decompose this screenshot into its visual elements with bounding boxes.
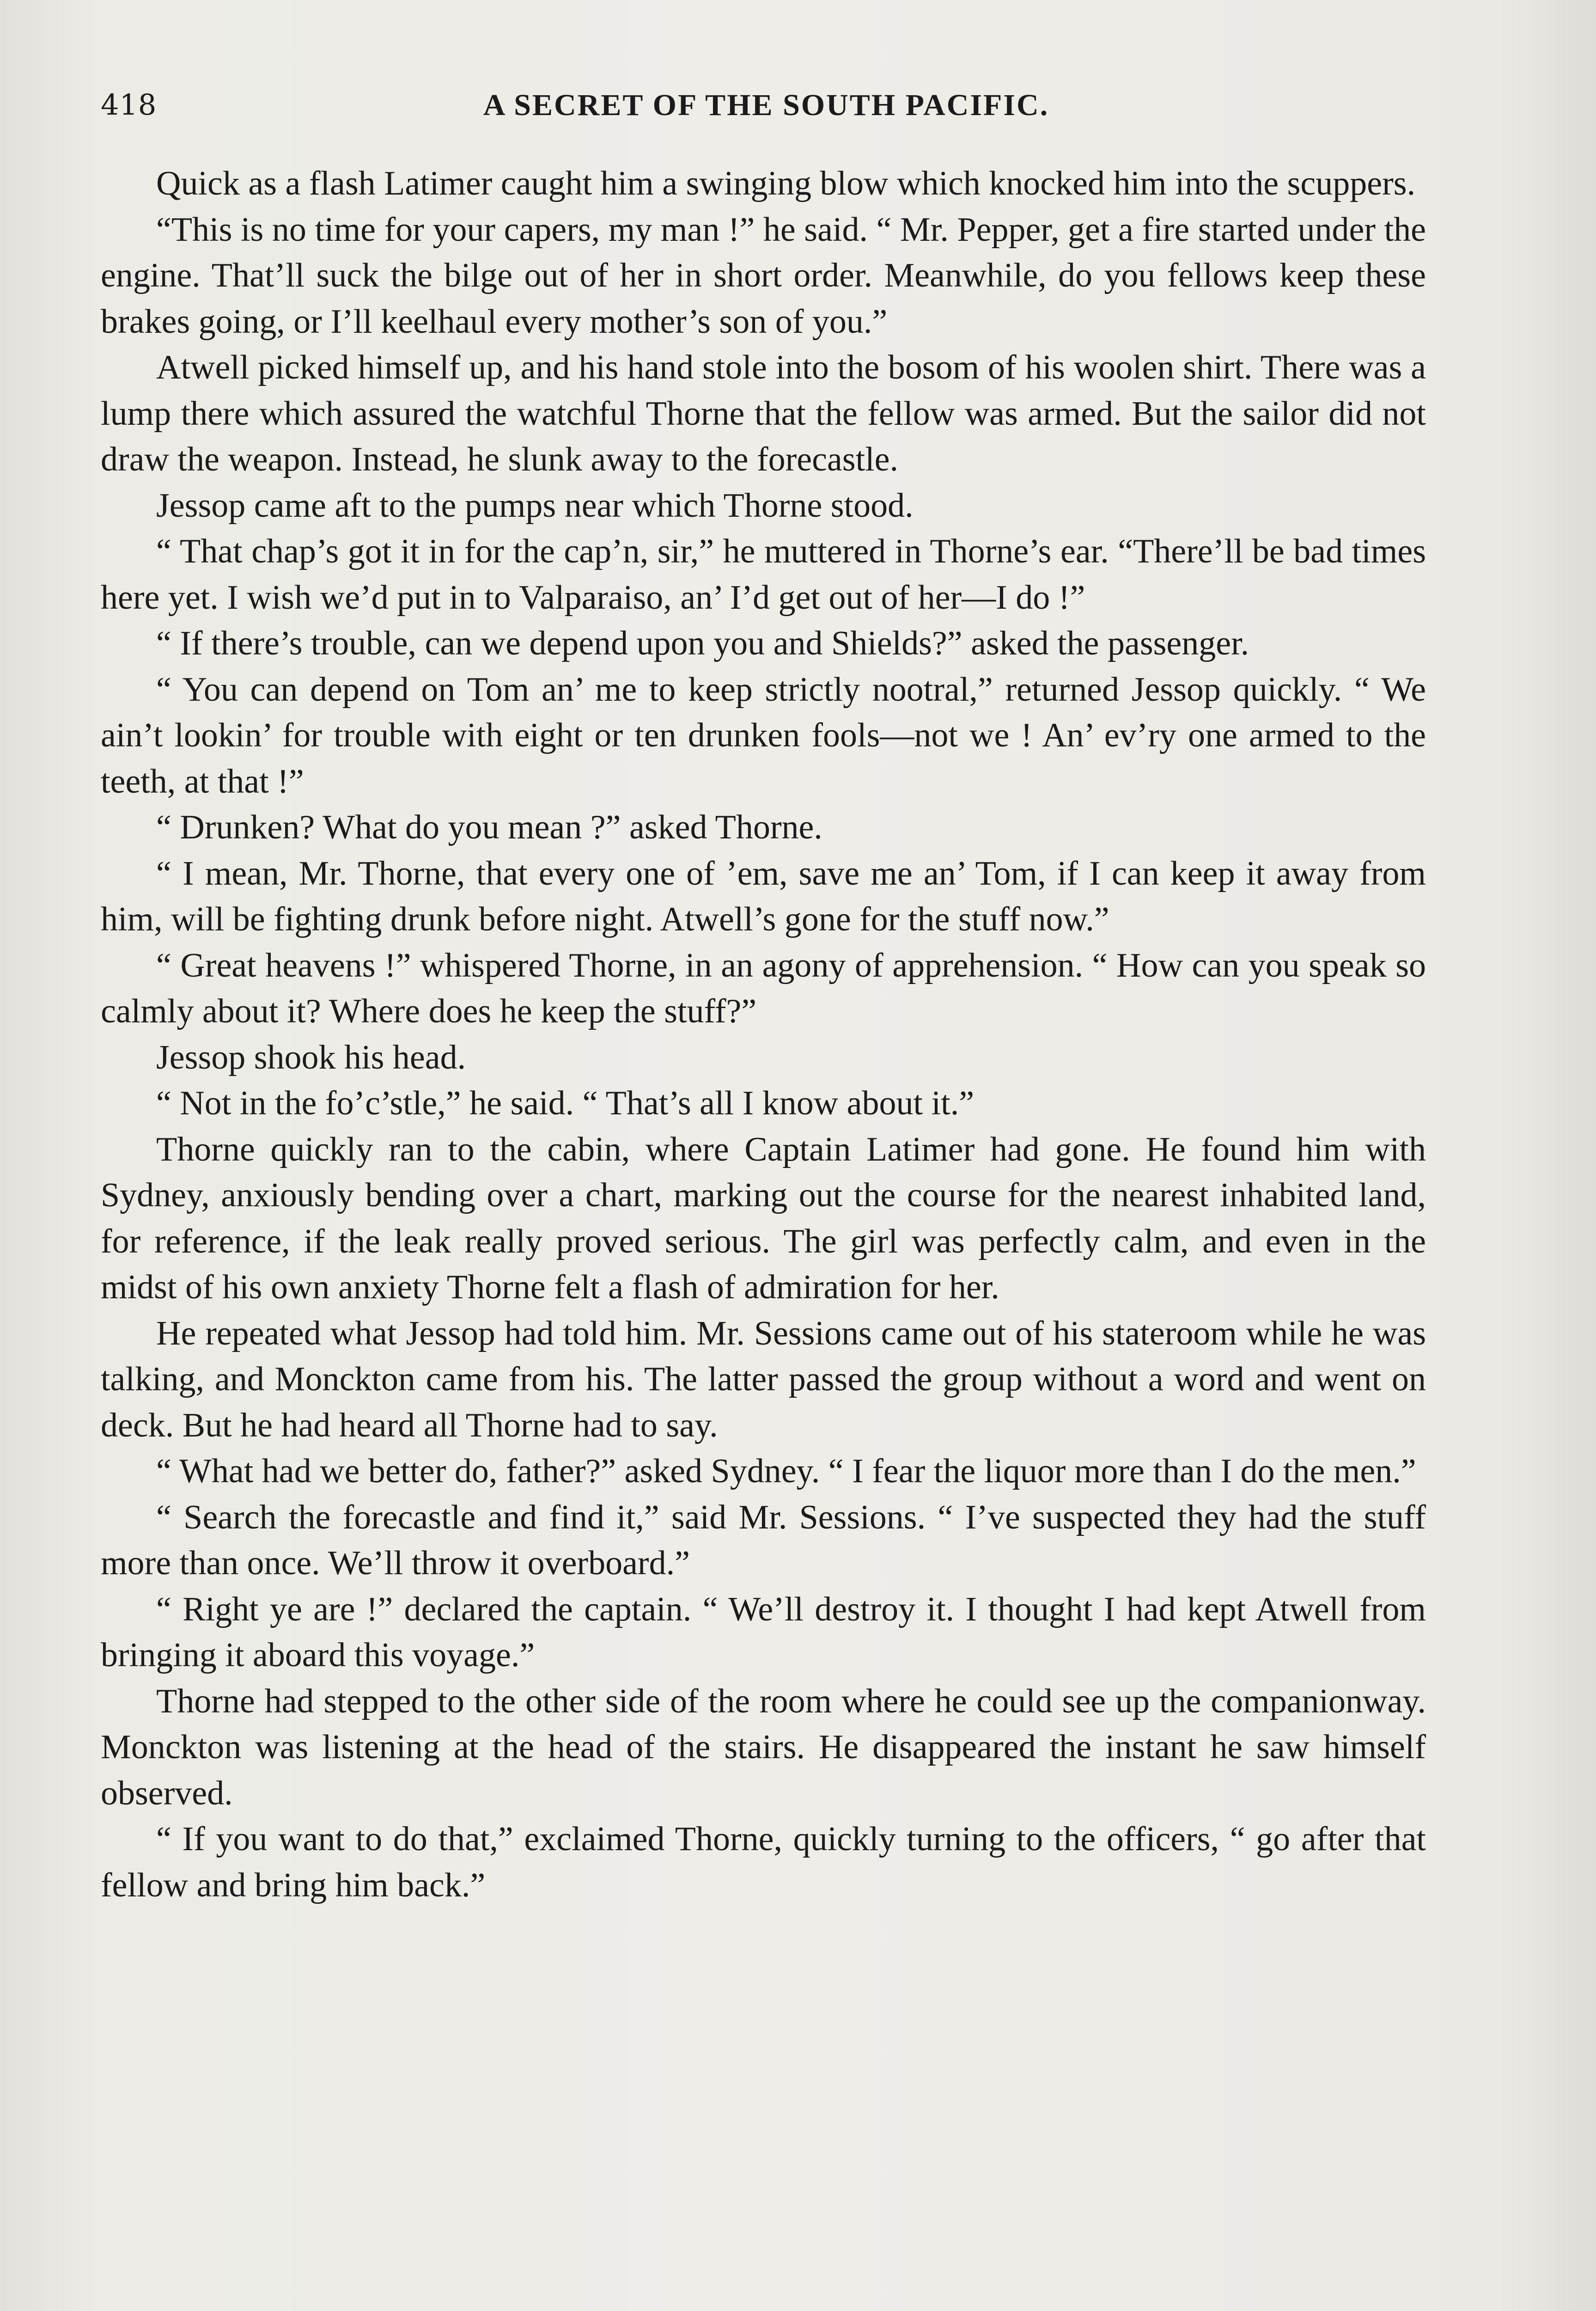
paragraph: Atwell picked himself up, and his hand stole into the bosom of his woolen shirt. There was a lump there which assured the watchful Thorne that the fellow was armed. But the sailor did not draw the weapon. Instead, he slunk away to the forecastle. (101, 348, 1426, 478)
paragraph: “This is no time for your capers, my man !” he said. “ Mr. Pepper, get a fire started under the engine. That’ll suck the bilge out of her in short order. Meanwhile, do you fellows keep these brakes going, or I’ll keelhaul every mother’s son of you.” (101, 210, 1426, 341)
paragraph: “ Right ye are !” declared the captain. “ We’ll destroy it. I thought I had kept Atwell from bringing it aboard this voyage.” (101, 1590, 1426, 1674)
paragraph: Thorne quickly ran to the cabin, where Captain Latimer had gone. He found him with Sydney, anxiously bending over a chart, marking out the course for the nearest inhabited land, for reference, if the leak really proved serious. The girl was perfectly calm, and even in the midst of his own anxiety Thorne felt a flash of admiration for her. (101, 1130, 1426, 1306)
paragraph: Jessop shook his head. (156, 1038, 466, 1076)
paragraph: Jessop came aft to the pumps near which Thorne stood. (156, 486, 914, 525)
paragraph: “ What had we better do, father?” asked Sydney. “ I fear the liquor more than I do the men.” (156, 1452, 1416, 1490)
paragraph: “ That chap’s got it in for the cap’n, sir,” he muttered in Thorne’s ear. “There’ll be bad times here yet. I wish we’d put in to Valparaiso, an’ I’d get out of her—I do !” (101, 532, 1426, 617)
paragraph: “ Great heavens !” whispered Thorne, in an agony of apprehension. “ How can you speak so calmly about it? Where does he keep the stuff?” (101, 946, 1426, 1030)
paragraph: “ If you want to do that,” exclaimed Thorne, quickly turning to the officers, “ go after that fellow and bring him back.” (101, 1820, 1426, 1904)
body-text (101, 161, 1426, 1908)
page-number: 418 (101, 88, 157, 122)
page-header (101, 88, 1432, 139)
running-title: A SECRET OF THE SOUTH PACIFIC. (483, 88, 1049, 122)
paragraph: “ Drunken? What do you mean ?” asked Thorne. (156, 808, 822, 846)
paragraph: “ I mean, Mr. Thorne, that every one of ’em, save me an’ Tom, if I can keep it away from him, will be fighting drunk before night. Atwell’s gone for the stuff now.” (101, 854, 1426, 938)
paragraph: Thorne had stepped to the other side of the room where he could see up the companionway. Monckton was listening at the head of the stairs. He disappeared the instant he saw himself observed. (101, 1682, 1426, 1812)
paragraph: “ Not in the fo’c’stle,” he said. “ That’s all I know about it.” (156, 1084, 975, 1122)
paragraph: Quick as a flash Latimer caught him a swinging blow which knocked him into the scuppers. (156, 165, 1416, 202)
paragraph: “ If there’s trouble, can we depend upon you and Shields?” asked the passenger. (156, 624, 1249, 662)
paragraph: “ Search the forecastle and find it,” said Mr. Sessions. “ I’ve suspected they had the stuff more than once. We’ll throw it overboard.” (101, 1498, 1426, 1582)
paragraph: “ You can depend on Tom an’ me to keep strictly nootral,” returned Jessop quickly. “ We ain’t lookin’ for trouble with eight or ten drunken fools—not we ! An’ ev’ry one armed to the teeth, at that !” (101, 670, 1426, 801)
paragraph: He repeated what Jessop had told him. Mr. Sessions came out of his stateroom while he was talking, and Monckton came from his. The latter passed the group without a word and went on deck. But he had heard all Thorne had to say. (101, 1314, 1426, 1444)
